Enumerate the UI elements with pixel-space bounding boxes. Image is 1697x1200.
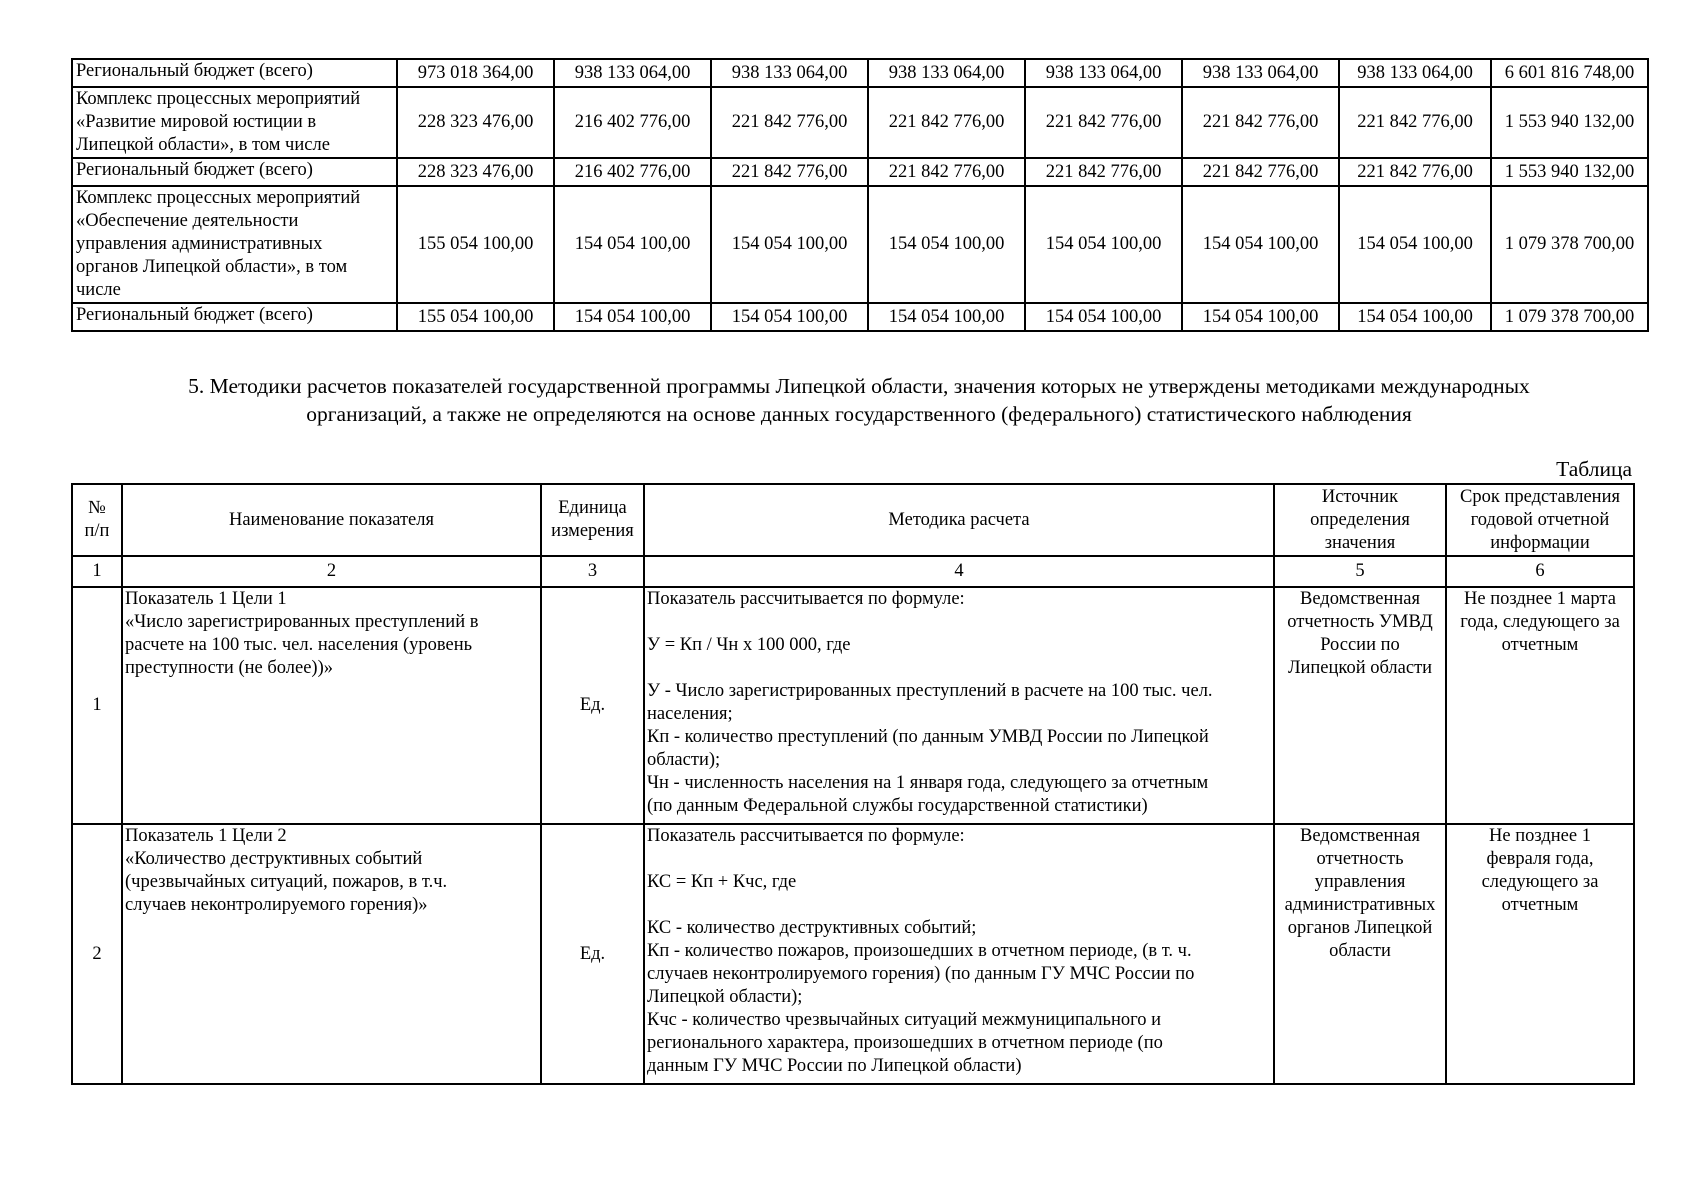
method-line: КС = Кп + Кчс, где [647,872,797,892]
unit: Ед. [541,587,644,824]
budget-label-line: Региональный бюджет (всего) [76,160,313,180]
method-line: У = Кп / Чн х 100 000, где [647,635,851,655]
indicator-name-line: (чрезвычайных ситуаций, пожаров, в т.ч. [125,872,448,892]
budget-value: 221 842 776,00 [711,87,868,158]
header-line: значения [1324,532,1396,553]
budget-row [72,186,1648,303]
budget-label-line: органов Липецкой области», в том [76,257,348,277]
budget-value: 154 054 100,00 [1339,303,1491,331]
source-line: отчетность [1316,849,1404,869]
budget-value: 1 079 378 700,00 [1491,303,1648,331]
budget-value: 1 079 378 700,00 [1491,186,1648,303]
blank-line [647,894,1271,917]
indicator-name-line: расчете на 100 тыс. чел. населения (уровень [125,635,473,655]
budget-value: 228 323 476,00 [397,87,554,158]
budget-value: 1 553 940 132,00 [1491,158,1648,186]
indicator-name [122,824,541,1084]
source-line: отчетность УМВД [1287,612,1433,632]
blank-line [647,611,1271,634]
header-line: годовой отчетной [1470,509,1610,530]
budget-value: 154 054 100,00 [554,303,711,331]
header-num [72,484,122,556]
method-line: Кп - количество преступлений (по данным УМВД России по Липецкой [647,727,1209,747]
blank-line [647,657,1271,680]
budget-value: 221 842 776,00 [1182,158,1339,186]
section-title-line-1: 5. Методики расчетов показателей государственной программы Липецкой области, значения которых не утверждены методиками международных [188,374,1530,398]
table-caption: Таблица [1556,457,1632,481]
method-line: Показатель рассчитывается по формуле: [647,589,965,609]
budget-value: 216 402 776,00 [554,87,711,158]
budget-label-line: Липецкой области», в том числе [76,135,330,155]
budget-value: 154 054 100,00 [1025,303,1182,331]
header-line: измерения [551,521,634,541]
budget-label-line: Региональный бюджет (всего) [76,61,313,81]
budget-value: 221 842 776,00 [1339,158,1491,186]
unit: Ед. [541,824,644,1084]
budget-value: 221 842 776,00 [1182,87,1339,158]
method-line: Кчс - количество чрезвычайных ситуаций межмуниципального и [647,1010,1162,1030]
budget-row-label [72,87,397,158]
header-source [1274,484,1446,556]
column-number: 5 [1274,556,1446,587]
source-line: Ведомственная [1300,589,1420,609]
indicator-name [122,587,541,824]
budget-value: 221 842 776,00 [868,87,1025,158]
column-number: 2 [122,556,541,587]
section-title [71,372,1647,428]
method-row [72,587,1634,824]
budget-value: 221 842 776,00 [868,158,1025,186]
budget-value: 154 054 100,00 [711,186,868,303]
header-unit [541,484,644,556]
section-title-line-2: организаций, а также не определяются на основе данных государственного (федерального) статистического наблюдения [306,402,1412,426]
method-line: Показатель рассчитывается по формуле: [647,826,965,846]
budget-label-line: Комплекс процессных мероприятий [76,188,361,208]
source-line: области [1329,941,1391,961]
budget-value: 221 842 776,00 [1025,87,1182,158]
budget-value: 154 054 100,00 [1339,186,1491,303]
method-line: Кп - количество пожаров, произошедших в отчетном периоде, (в т. ч. [647,941,1192,961]
method-row [72,824,1634,1084]
budget-label-line: управления административных [76,234,323,254]
method-line: У - Число зарегистрированных преступлений в расчете на 100 тыс. чел. [647,681,1213,701]
column-numbers-row [72,556,1634,587]
budget-value: 221 842 776,00 [1025,158,1182,186]
header-line: п/п [84,521,110,541]
budget-value: 938 133 064,00 [554,59,711,87]
header-line: информации [1490,532,1590,553]
source-line: Ведомственная [1300,826,1420,846]
data-source [1274,824,1446,1084]
source-line: Липецкой области [1287,658,1433,678]
method-line: регионального характера, произошедших в отчетном периоде (по [647,1033,1163,1053]
budget-row-label [72,59,397,87]
budget-row-label [72,186,397,303]
row-number: 2 [72,824,122,1084]
row-number: 1 [72,587,122,824]
data-source [1274,587,1446,824]
method-line: области); [647,750,721,770]
deadline-line: Не позднее 1 марта [1464,589,1616,609]
indicator-name-line: Показатель 1 Цели 1 [125,589,287,609]
header-line: Срок представления [1460,486,1620,507]
budget-value: 6 601 816 748,00 [1491,59,1648,87]
indicator-name-line: «Число зарегистрированных преступлений в [125,612,479,632]
methods-table-body [72,587,1634,1084]
header-deadline [1446,484,1634,556]
indicator-name-line: преступности (не более))» [125,658,333,678]
budget-value: 938 133 064,00 [1025,59,1182,87]
budget-label-line: «Обеспечение деятельности [76,211,299,231]
method-line: случаев неконтролируемого горения) (по данным ГУ МЧС России по [647,964,1195,984]
budget-value: 221 842 776,00 [1339,87,1491,158]
calculation-method [644,824,1274,1084]
source-line: органов Липецкой [1287,918,1433,938]
budget-value: 938 133 064,00 [868,59,1025,87]
method-line: (по данным Федеральной службы государственной статистики) [647,796,1148,816]
source-line: управления [1314,872,1406,892]
calculation-method [644,587,1274,824]
budget-value: 221 842 776,00 [711,158,868,186]
budget-label-line: «Развитие мировой юстиции в [76,112,317,132]
budget-row [72,87,1648,158]
budget-value: 228 323 476,00 [397,158,554,186]
column-number: 1 [72,556,122,587]
budget-value: 216 402 776,00 [554,158,711,186]
header-line: определения [1310,509,1410,530]
budget-row-label [72,158,397,186]
method-line: данным ГУ МЧС России по Липецкой области) [647,1056,1022,1076]
header-name [122,484,541,556]
budget-table-body [72,59,1648,331]
budget-row [72,158,1648,186]
deadline-line: отчетным [1501,895,1579,915]
method-line: Чн - численность населения на 1 января года, следующего за отчетным [647,773,1209,793]
budget-label-line: числе [76,280,121,300]
budget-value: 1 553 940 132,00 [1491,87,1648,158]
header-method [644,484,1274,556]
deadline-line: следующего за [1481,872,1599,892]
budget-value: 155 054 100,00 [397,303,554,331]
reporting-deadline [1446,824,1634,1084]
header-line: № [88,498,106,518]
budget-label-line: Региональный бюджет (всего) [76,305,313,325]
column-number: 3 [541,556,644,587]
budget-value: 938 133 064,00 [1339,59,1491,87]
budget-value: 155 054 100,00 [397,186,554,303]
source-line: России по [1320,635,1400,655]
budget-value: 154 054 100,00 [1182,186,1339,303]
deadline-line: февраля года, [1486,849,1594,869]
indicator-name-line: Показатель 1 Цели 2 [125,826,287,846]
deadline-line: Не позднее 1 [1489,826,1591,846]
budget-value: 154 054 100,00 [711,303,868,331]
column-number: 4 [644,556,1274,587]
budget-label-line: Комплекс процессных мероприятий [76,89,361,109]
budget-value: 154 054 100,00 [868,303,1025,331]
methods-header-row [72,484,1634,556]
header-line: Наименование показателя [228,509,435,530]
budget-value: 154 054 100,00 [554,186,711,303]
budget-table [71,58,1649,332]
header-line: Единица [558,498,627,518]
column-number: 6 [1446,556,1634,587]
deadline-line: года, следующего за [1460,612,1620,632]
budget-value: 154 054 100,00 [868,186,1025,303]
indicator-name-line: случаев неконтролируемого горения)» [125,895,428,915]
budget-value: 938 133 064,00 [1182,59,1339,87]
header-line: Источник [1321,486,1399,507]
blank-line [647,848,1271,871]
method-line: населения; [647,704,733,724]
budget-row-label [72,303,397,331]
budget-value: 154 054 100,00 [1025,186,1182,303]
methods-table [71,483,1635,1085]
method-line: Липецкой области); [647,987,803,1007]
budget-row [72,303,1648,331]
header-line: Методика расчета [888,509,1030,530]
budget-row [72,59,1648,87]
reporting-deadline [1446,587,1634,824]
budget-value: 938 133 064,00 [711,59,868,87]
deadline-line: отчетным [1501,635,1579,655]
indicator-name-line: «Количество деструктивных событий [125,849,423,869]
budget-value: 154 054 100,00 [1182,303,1339,331]
method-line: КС - количество деструктивных событий; [647,918,977,938]
budget-value: 973 018 364,00 [397,59,554,87]
source-line: административных [1284,895,1436,915]
